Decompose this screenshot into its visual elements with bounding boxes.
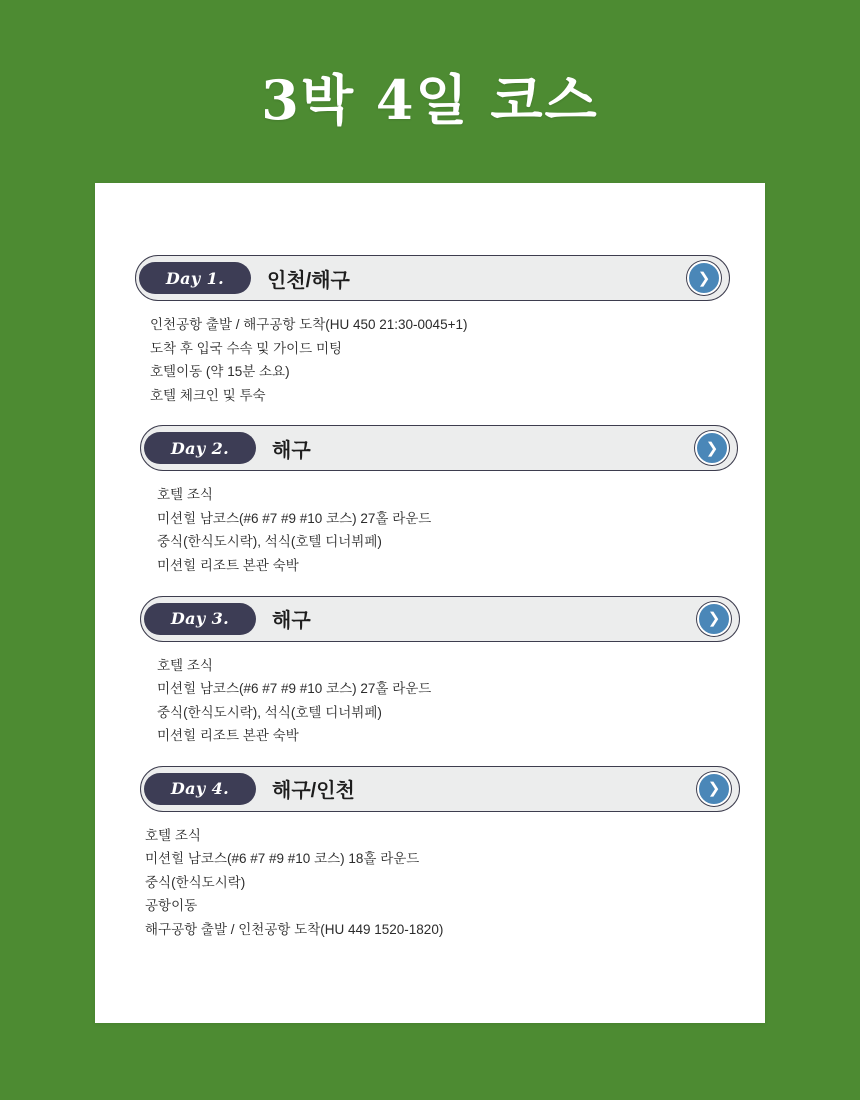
chevron-right-icon[interactable]: ❯ xyxy=(697,772,731,806)
day-list xyxy=(95,183,765,954)
day-badge: Day 4. xyxy=(144,773,256,805)
day-line: 호텔 조식 xyxy=(157,657,213,673)
day-line: 인천공항 출발 / 해구공항 도착(HU 450 21:30-0045+1) xyxy=(150,317,468,332)
day-body xyxy=(157,642,765,760)
day-block xyxy=(95,596,765,760)
day-line: 중식(한식도시락), 석식(호텔 디너뷔페) xyxy=(157,534,382,550)
day-line: 해구공항 출발 / 인천공항 도착(HU 449 1520-1820) xyxy=(145,922,444,937)
day-line: 호텔 체크인 및 투숙 xyxy=(150,387,266,403)
chevron-right-icon[interactable]: ❯ xyxy=(687,261,721,295)
day-line: 호텔 조식 xyxy=(157,487,213,503)
day-line: 도착 후 입국 수속 및 가이드 미팅 xyxy=(150,340,343,356)
day-badge: Day 2. xyxy=(144,432,256,464)
day-line: 호텔 조식 xyxy=(145,827,201,843)
day-title: 해구 xyxy=(272,439,311,462)
day-block xyxy=(95,766,765,954)
chevron-right-icon[interactable]: ❯ xyxy=(695,431,729,465)
day-header[interactable] xyxy=(140,766,740,812)
day-body xyxy=(157,471,765,589)
itinerary-card xyxy=(95,183,765,1023)
day-badge: Day 1. xyxy=(139,262,251,294)
day-body xyxy=(145,812,765,954)
day-header[interactable] xyxy=(135,255,730,301)
day-line: 공항이동 xyxy=(145,898,198,914)
day-badge: Day 3. xyxy=(144,603,256,635)
day-line: 호텔이동 (약 15분 소요) xyxy=(150,364,290,380)
day-line: 미션힐 남코스(#6 #7 #9 #10 코스) 27홀 라운드 xyxy=(157,510,432,526)
day-title: 해구/인천 xyxy=(272,780,355,803)
day-line: 미션힐 리조트 본관 숙박 xyxy=(157,728,299,744)
day-block xyxy=(95,425,765,589)
day-block xyxy=(95,255,765,419)
day-line: 미션힐 남코스(#6 #7 #9 #10 코스) 18홀 라운드 xyxy=(145,851,420,867)
day-body xyxy=(150,301,765,419)
page-title: 3박 4일 코스 xyxy=(261,68,599,132)
day-header[interactable] xyxy=(140,425,738,471)
day-line: 중식(한식도시락), 석식(호텔 디너뷔페) xyxy=(157,704,382,720)
day-line: 중식(한식도시락) xyxy=(145,874,246,890)
chevron-right-icon[interactable]: ❯ xyxy=(697,602,731,636)
day-line: 미션힐 남코스(#6 #7 #9 #10 코스) 27홀 라운드 xyxy=(157,681,432,697)
day-line: 미션힐 리조트 본관 숙박 xyxy=(157,557,299,573)
day-title: 인천/해구 xyxy=(267,269,350,292)
day-title: 해구 xyxy=(272,610,311,632)
day-header[interactable] xyxy=(140,596,740,642)
